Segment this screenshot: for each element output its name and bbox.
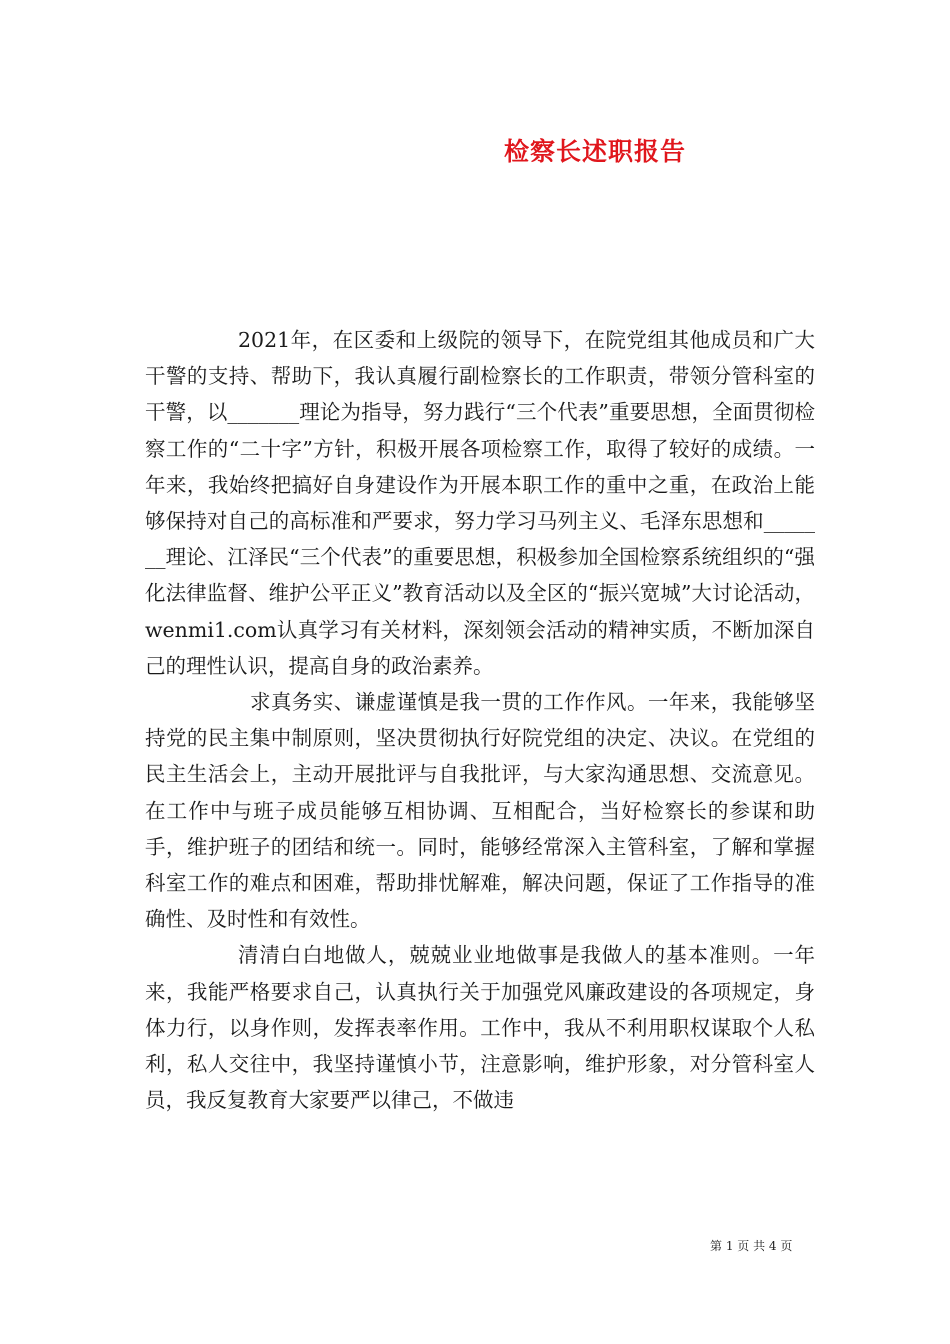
paragraph-3: 清清白白地做人，兢兢业业地做事是我做人的基本准则。一年来，我能严格要求自己，认真执行关于加强党风廉政建设的各项规定，身体力行，以身作则，发挥表率作用。工作中，我从不利用职权谋取个人私利，私人交往中，我坚持谨慎小节，注意影响，维护形象，对分管科室人员，我反复教育大家要严以律己，不做违	[145, 943, 815, 1113]
paragraph-1: 2021年，在区委和上级院的领导下，在院党组其他成员和广大干警的支持、帮助下，我认真履行副检察长的工作职责，带领分管科室的干警，以_______理论为指导，努力践行“三个代表”重要思想，全面贯彻检察工作的“二十字”方针，积极开展各项检察工作，取得了较好的成绩。一年来，我始终把搞好自身建设作为开展本职工作的重中之重，在政治上能够保持对自己的高标准和严要求，努力学习马列主义、毛泽东思想和_______理论、江泽民“三个代表”的重要思想，积极参加全国检察系统组织的“强化法律监督、维护公平正义”教育活动以及全区的“振兴宽城”大讨论活动，wenmi1.com认真学习有关材料，深刻领会活动的精神实质，不断加深自己的理性认识，提高自身的政治素养。	[145, 328, 815, 678]
document-title: 检察长述职报告	[503, 137, 686, 166]
paragraph-2: 求真务实、谦虚谨慎是我一贯的工作作风。一年来，我能够坚持党的民主集中制原则，坚决贯彻执行好院党组的决定、决议。在党组的民主生活会上，主动开展批评与自我批评，与大家沟通思想、交流意见。在工作中与班子成员能够互相协调、互相配合，当好检察长的参谋和助手，维护班子的团结和统一。同时，能够经常深入主管科室，了解和掌握科室工作的难点和困难，帮助排忧解难，解决问题，保证了工作指导的准确性、及时性和有效性。	[145, 690, 815, 932]
page-number-footer: 第 1 页 共 4 页	[710, 1239, 793, 1253]
document-body	[145, 322, 815, 1118]
